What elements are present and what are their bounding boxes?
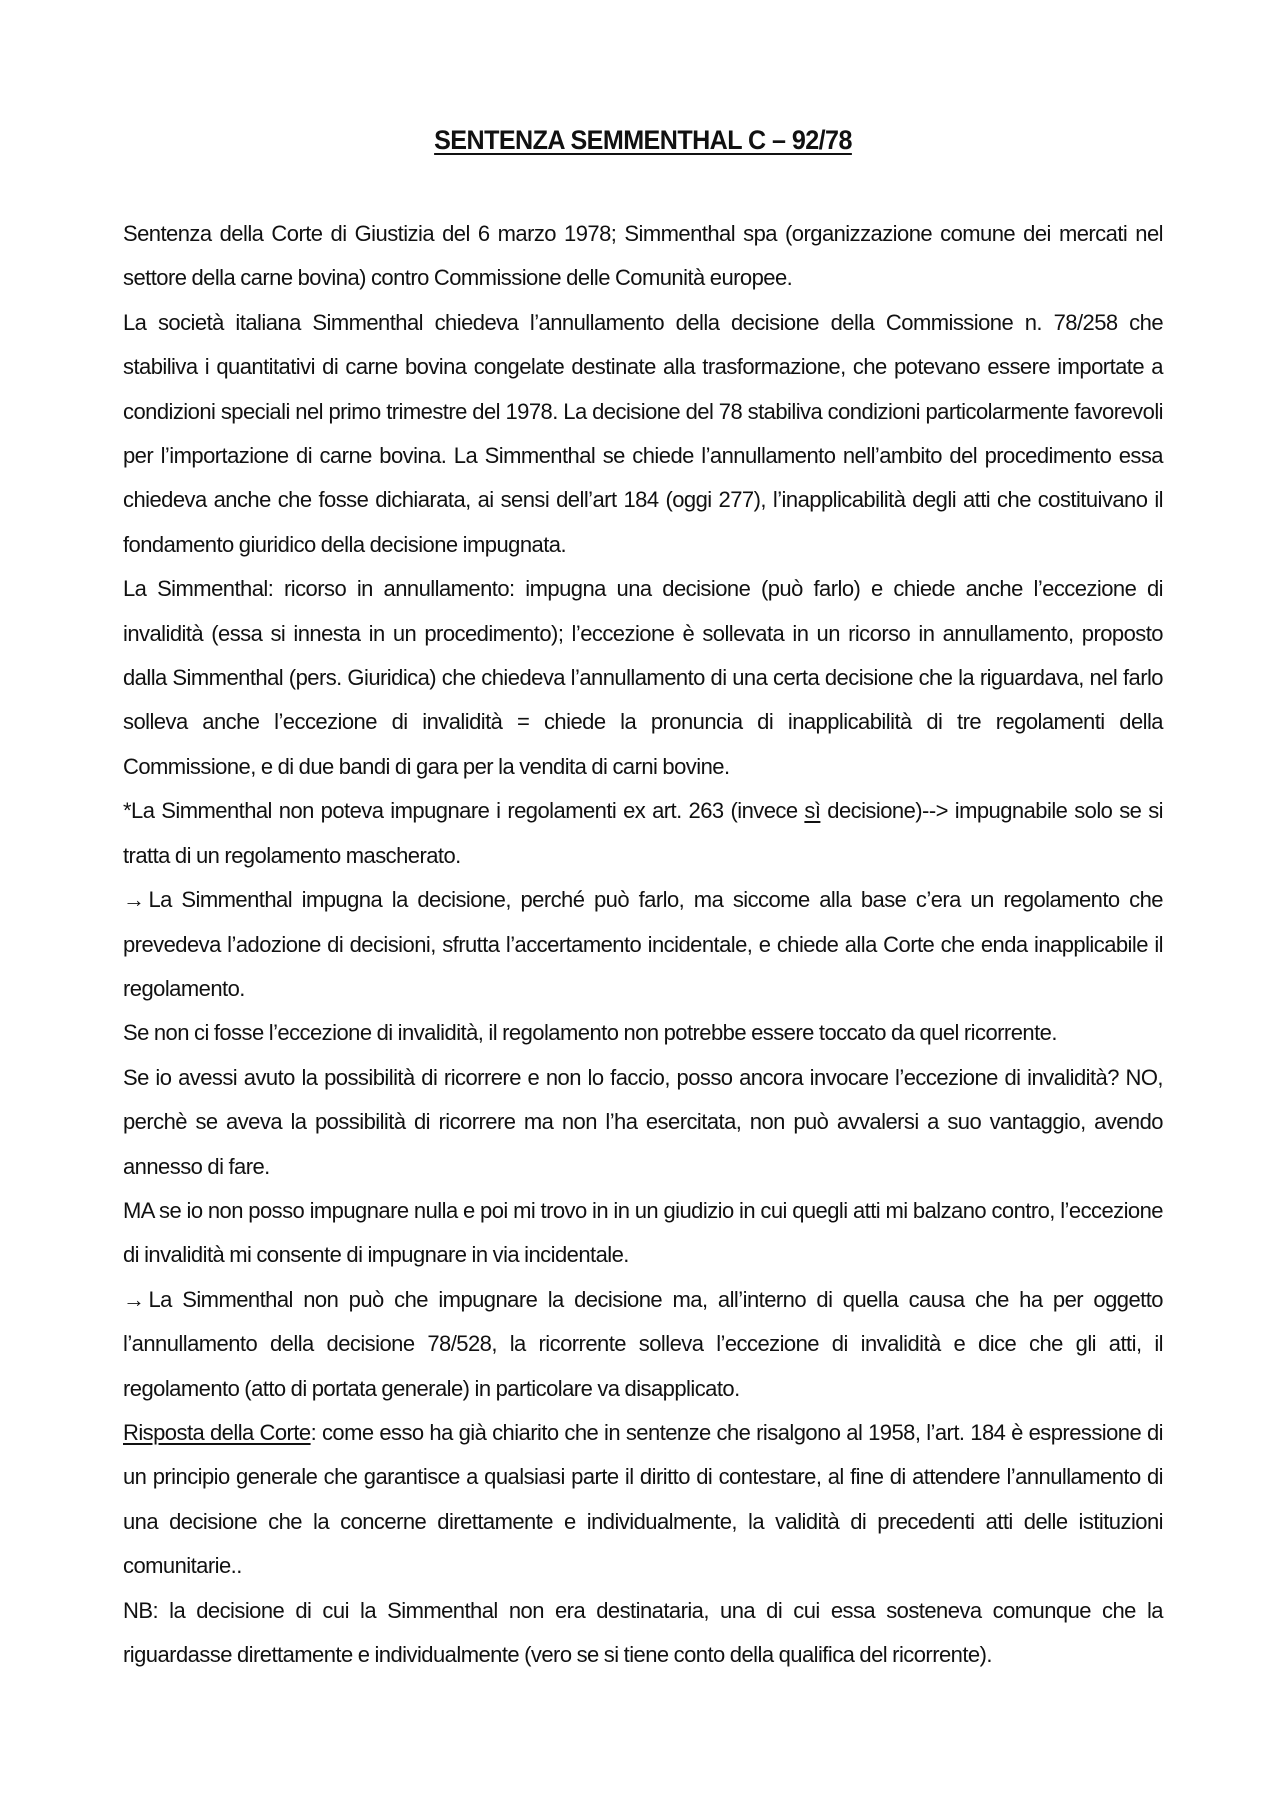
paragraph-arrow-1 xyxy=(123,878,1163,1011)
paragraph-exception: Se non ci fosse l’eccezione di invalidità, il regolamento non potrebbe essere toccato da quel ricorrente. xyxy=(123,1020,1057,1046)
paragraph-arrow-2 xyxy=(123,1278,1163,1411)
paragraph-intro: Sentenza della Corte di Giustizia del 6 marzo 1978; Simmenthal spa (organizzazione comune dei mercati nel settore della carne bovina) contro Commissione delle Comunità europee. xyxy=(123,221,1163,291)
paragraph-appeal: La Simmenthal: ricorso in annullamento: impugna una decisione (può farlo) e chiede anche l’eccezione di invalidità (essa si innesta in un procedimento); l’eccezione è sollevata in un ricorso in annullamento, proposto dalla Simmenthal (pers. Giuridica) che chiedeva l’annullamento di una certa decisione che la riguardava, nel farlo solleva anche l’eccezione di invalidità = chiede la pronuncia di inapplicabilità di tre regolamenti della Commissione, e di due bandi di gara per la vendita di carni bovine. xyxy=(123,576,1163,779)
arrow-right-icon: → xyxy=(123,887,145,913)
paragraph-nb: NB: la decisione di cui la Simmenthal non era destinataria, una di cui essa sosteneva comunque che la riguardasse direttamente e individualmente (vero se si tiene conto della qualifica del ricorrente). xyxy=(123,1597,1163,1667)
asterisk-note-after: decisione)--> impugnabile solo se si tratta di un regolamento mascherato. xyxy=(123,798,1163,868)
document-page xyxy=(123,122,1163,1677)
paragraph-asterisk-note xyxy=(123,789,1163,878)
paragraph-incidental: MA se io non posso impugnare nulla e poi mi trovo in in un giudizio in cui quegli atti mi balzano contro, l’eccezione di invalidità mi consente di impugnare in via incidentale. xyxy=(123,1197,1163,1268)
arrow-right-icon: → xyxy=(123,1286,145,1312)
document-title: SENTENZA SEMMENTHAL C – 92/78 xyxy=(434,125,852,155)
paragraph-court-answer xyxy=(123,1411,1163,1589)
asterisk-note-before: *La Simmenthal non poteva impugnare i regolamenti ex art. 263 (invece xyxy=(123,798,805,824)
court-answer-text: : come esso ha già chiarito che in sentenze che risalgono al 1958, l’art. 184 è espressione di un principio generale che garantisce a qualsiasi parte il diritto di contestare, al fine di attendere l’annullamento di una decisione che la concerne direttamente e individualmente, la validità di precedenti atti delle istituzioni comunitarie.. xyxy=(123,1419,1163,1579)
court-answer-label: Risposta della Corte xyxy=(123,1419,311,1445)
paragraph-request: La società italiana Simmenthal chiedeva l’annullamento della decisione della Commissione n. 78/258 che stabiliva i quantitativi di carne bovina congelate destinate alla trasformazione, che potevano essere importate a condizioni speciali nel primo trimestre del 1978. La decisione del 78 stabiliva condizioni particolarmente favorevoli per l’importazione di carne bovina. La Simmenthal se chiede l’annullamento nell’ambito del procedimento essa chiedeva anche che fosse dichiarata, ai sensi dell’art 184 (oggi 277), l’inapplicabilità degli atti che costituivano il fondamento giuridico della decisione impugnata. xyxy=(123,309,1163,557)
arrow-paragraph-2-text: La Simmenthal non può che impugnare la decisione ma, all’interno di quella causa che ha per oggetto l’annullamento della decisione 78/528, la ricorrente solleva l’eccezione di invalidità e dice che gli atti, il regolamento (atto di portata generale) in particolare va disapplicato. xyxy=(123,1286,1163,1401)
asterisk-note-underlined: sì xyxy=(804,798,821,824)
paragraph-question: Se io avessi avuto la possibilità di ricorrere e non lo faccio, posso ancora invocare l’eccezione di invalidità? NO, perchè se aveva la possibilità di ricorrere ma non l’ha esercitata, non può avvalersi a suo vantaggio, avendo annesso di fare. xyxy=(123,1064,1163,1179)
arrow-paragraph-1-text: La Simmenthal impugna la decisione, perché può farlo, ma siccome alla base c’era un regolamento che prevedeva l’adozione di decisioni, sfrutta l’accertamento incidentale, e chiede alla Corte che enda inapplicabile il regolamento. xyxy=(123,887,1163,1001)
